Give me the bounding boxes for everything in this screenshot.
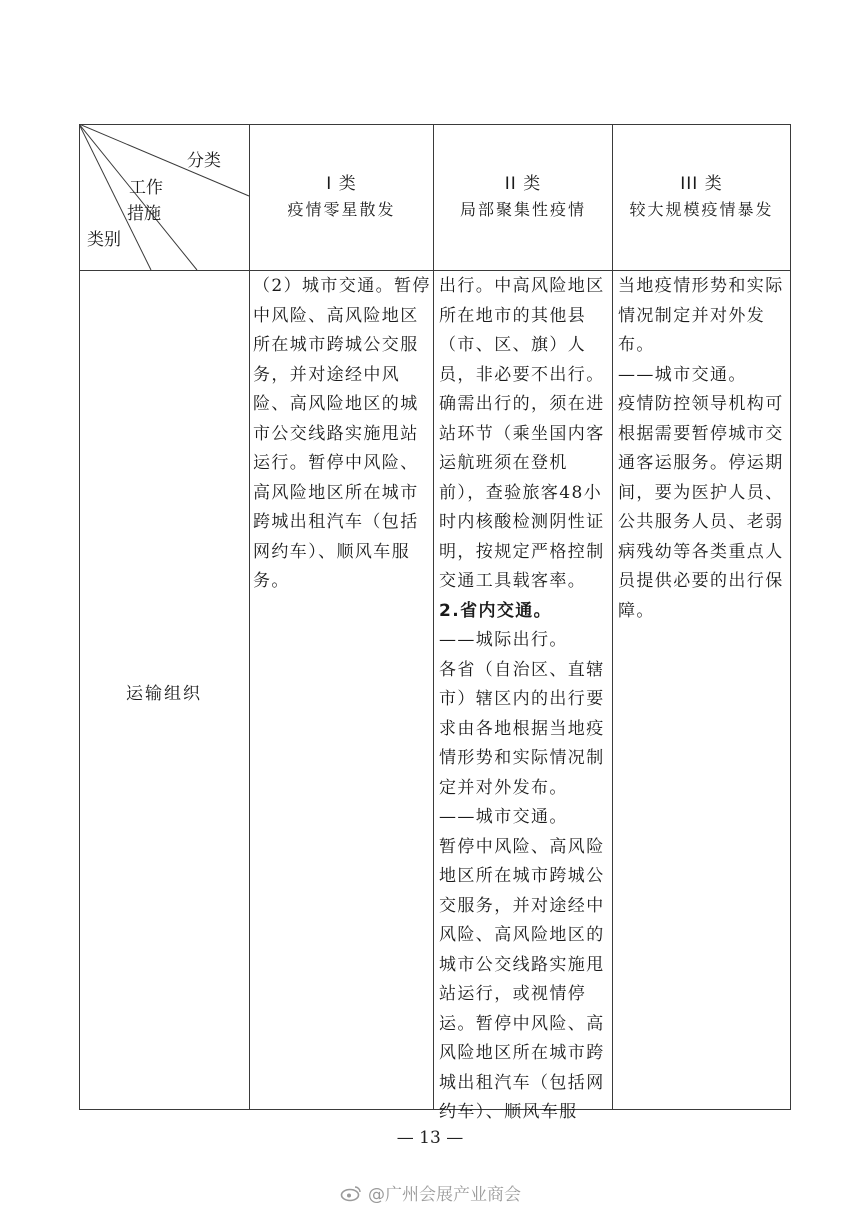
cell-class-2 [439, 272, 609, 1128]
measures-table [79, 124, 791, 1122]
cell-3-para-1: 当地疫情形势和实际情况制定并对外发布。 [618, 276, 784, 355]
header-col-3 [613, 124, 790, 270]
cell-2-para-1: 出行。中高风险地区所在地市的其他县（市、区、旗）人员，非必要不出行。确需出行的，须在进站环节（乘坐国内客运航班须在登机前），查验旅客48小时内核酸检测阴性证明，按规定严格控制交通工具载客率。 [439, 276, 605, 591]
cell-3-para-3: 疫情防控领导机构可根据需要暂停城市交通客运服务。停运期间，要为医护人员、公共服务人员、老弱病残幼等各类重点人员提供必要的出行保障。 [618, 394, 784, 621]
header-class-3: III 类 [680, 174, 723, 194]
cell-2-heading-provincial: 2.省内交通。 [439, 600, 553, 621]
col-divider-2 [433, 124, 434, 1110]
diag-label-type: 类别 [87, 230, 121, 250]
col-divider-3 [612, 124, 613, 1110]
table-border-right [790, 124, 791, 1110]
cell-2-para-4: ——城市交通。 [439, 807, 568, 827]
header-desc-1: 疫情零星散发 [287, 200, 396, 219]
col-divider-1 [249, 124, 250, 1110]
diag-label-work: 工作 [129, 178, 163, 198]
diag-label-measures: 措施 [127, 204, 161, 224]
header-desc-2: 局部聚集性疫情 [459, 200, 586, 219]
cell-2-para-3: 各省（自治区、直辖市）辖区内的出行要求由各地根据当地疫情形势和实际情况制定并对外发布。 [439, 659, 605, 798]
watermark-text: @广州会展产业商会 [368, 1185, 521, 1205]
diag-label-category: 分类 [187, 151, 221, 171]
cell-class-1 [253, 272, 431, 597]
header-col-2 [434, 124, 612, 270]
header-class-1: I 类 [326, 174, 357, 194]
weibo-icon [340, 1184, 362, 1202]
header-desc-3: 较大规模疫情暴发 [629, 200, 774, 219]
cell-class-3 [618, 272, 788, 626]
page-number: — 13 — [396, 1128, 464, 1148]
cell-2-para-5: 暂停中风险、高风险地区所在城市跨城公交服务，并对途经中风险、高风险地区的城市公交线路实施甩站运行，或视情停运。暂停中风险、高风险地区所在城市跨城出租汽车（包括网约车）、顺风车服 [439, 836, 605, 1122]
cell-2-para-2: ——城际出行。 [439, 630, 568, 650]
watermark [340, 1180, 521, 1205]
header-col-1 [250, 124, 433, 270]
header-class-2: II 类 [504, 174, 542, 194]
cell-3-para-2: ——城市交通。 [618, 364, 747, 385]
category-cell: 运输组织 [126, 683, 202, 704]
cell-1-text: （2）城市交通。暂停中风险、高风险地区所在城市跨城公交服务，并对途经中风险、高风险地区的城市公交线路实施甩站运行。暂停中风险、高风险地区所在城市跨城出租汽车（包括网约车）、顺风车服务。 [253, 276, 431, 591]
